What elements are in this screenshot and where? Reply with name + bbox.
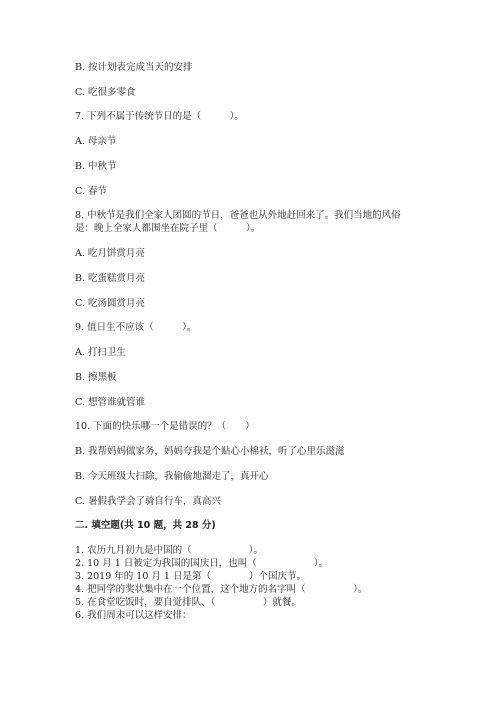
option-10-first: B. 我帮妈妈做家务，妈妈夸我是个贴心小棉袄，听了心里乐滋滋 [75, 446, 345, 457]
option-8c: C. 吃汤圆赏月亮 [75, 298, 145, 309]
option-9b: B. 擦黑板 [75, 372, 117, 383]
question-8-line-2: 是：晚上全家人都围坐在院子里（ ）。 [75, 223, 261, 234]
option-7b: B. 中秋节 [75, 161, 117, 172]
option-6b: B. 按计划表完成当天的安排 [75, 62, 193, 73]
option-7c: C. 春节 [75, 186, 107, 197]
blank-question-4: 4. 把同学的奖状集中在一个位置，这个地方的名字叫（ ）。 [75, 584, 368, 595]
option-7a: A. 母亲节 [75, 136, 117, 147]
blank-question-2: 2. 10 月 1 日被定为我国的国庆日，也叫（ ）。 [75, 558, 329, 569]
option-8b: B. 吃蛋糕赏月亮 [75, 273, 146, 284]
blank-question-1: 1. 农历九月初九是中国的（ ）。 [75, 545, 263, 556]
option-8a: A. 吃月饼赏月亮 [75, 248, 145, 259]
blank-question-3: 3. 2019 年的 10 月 1 日是第（ ）个国庆节。 [75, 571, 306, 582]
question-10: 10. 下面的快乐哪一个是错误的？（ ） [75, 421, 255, 432]
question-9: 9. 值日生不应该（ ）。 [75, 322, 197, 333]
question-7: 7. 下列不属于传统节日的是（ ）。 [75, 111, 244, 122]
option-9a: A. 打扫卫生 [75, 347, 126, 358]
option-6c: C. 吃很多零食 [75, 87, 136, 98]
option-10c: C. 暑假我学会了骑自行车，真高兴 [75, 496, 221, 507]
option-9c: C. 想管谁就管谁 [75, 397, 145, 408]
blank-question-5: 5. 在食堂吃饭时，要自觉排队、（ ）就餐。 [75, 597, 301, 608]
blank-question-6: 6. 我们周末可以这样安排： [75, 610, 192, 621]
question-8-line-1: 8. 中秋节是我们全家人团圆的节日，爸爸也从外地赶回来了。我们当地的风俗 [75, 210, 401, 221]
section-heading-fill-in: 二. 填空题(共 10 题，共 28 分) [75, 520, 216, 531]
option-10-second: B. 今天班级大扫除，我偷偷地溜走了，真开心 [75, 471, 269, 482]
